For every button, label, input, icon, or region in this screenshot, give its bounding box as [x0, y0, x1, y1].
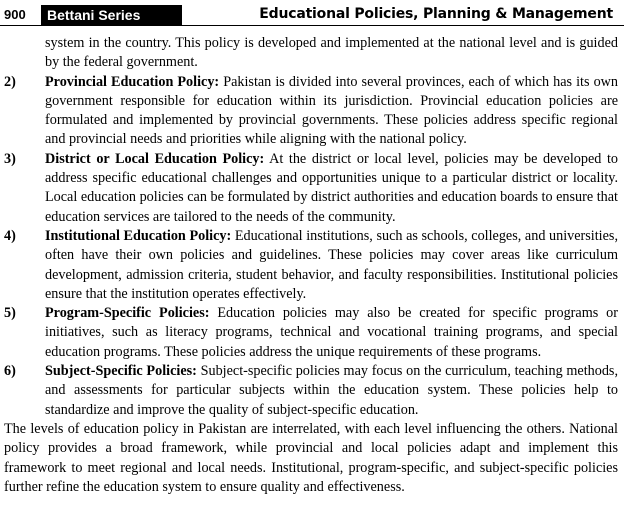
- item-number: 4): [4, 227, 16, 244]
- summary-paragraph: The levels of education policy in Pakistan are interrelated, with each level influencing the others. National policy provides a broad framework, while provincial and local policies adapt and implement this framework to meet regional and local needs. Institutional, program-specific, and subject-specific policies further refine the education system to ensure quality and effectiveness.: [4, 420, 618, 495]
- list-item-district: [0, 150, 624, 227]
- series-label: Bettani Series: [41, 5, 182, 25]
- list-item-institutional: [0, 227, 624, 304]
- item-number: 5): [4, 305, 16, 322]
- continuation-paragraph: system in the country. This policy is developed and implemented at the national level and is guided by the federal government.: [45, 35, 618, 71]
- list-item-program: [0, 304, 624, 362]
- item-term: Provincial Education Policy:: [45, 73, 220, 90]
- item-number: 6): [4, 363, 16, 380]
- item-text: Educational institutions, such as schools, colleges, and universities, often have their own policies and guidelines. These policies may cover areas like curriculum development, admission criteria, student behavior, and faculty responsibilities. Institutional policies ensure that the institution operates effectively.: [45, 227, 618, 302]
- item-text: Education policies may also be created for specific programs or initiatives, such as literacy programs, technical and vocational training programs, and special education programs. These policies address the unique requirements of these programs.: [45, 305, 618, 360]
- item-number: 2): [4, 73, 16, 90]
- item-term: District or Local Education Policy:: [45, 150, 265, 167]
- list-item-subject: [0, 362, 624, 420]
- item-text: Subject-specific policies may focus on the curriculum, teaching methods, and assessments for particular subjects within the education system. These policies help to standardize and improve the quality of subject-specific education.: [45, 363, 618, 418]
- list-item-provincial: [0, 73, 624, 150]
- page-body: [0, 34, 624, 497]
- page-header: [0, 5, 624, 26]
- page-number: 900: [4, 7, 26, 22]
- item-number: 3): [4, 150, 16, 167]
- running-title: Educational Policies, Planning & Management: [259, 6, 613, 22]
- item-term: Program-Specific Policies:: [45, 305, 210, 322]
- item-term: Subject-Specific Policies:: [45, 363, 197, 380]
- item-text: At the district or local level, policies may be developed to address specific educational challenges and opportunities unique to a particular district or locality. Local education policies can be formulated by district authorities and education boards to ensure that education services are tailored to the needs of the community.: [45, 150, 618, 225]
- item-text: Pakistan is divided into several provinces, each of which has its own government responsible for education within its jurisdiction. Provincial education policies are formulated and implemented by provincial governments. These policies address specific regional and provincial needs and priorities while aligning with the national policy.: [45, 73, 618, 148]
- item-term: Institutional Education Policy:: [45, 227, 232, 244]
